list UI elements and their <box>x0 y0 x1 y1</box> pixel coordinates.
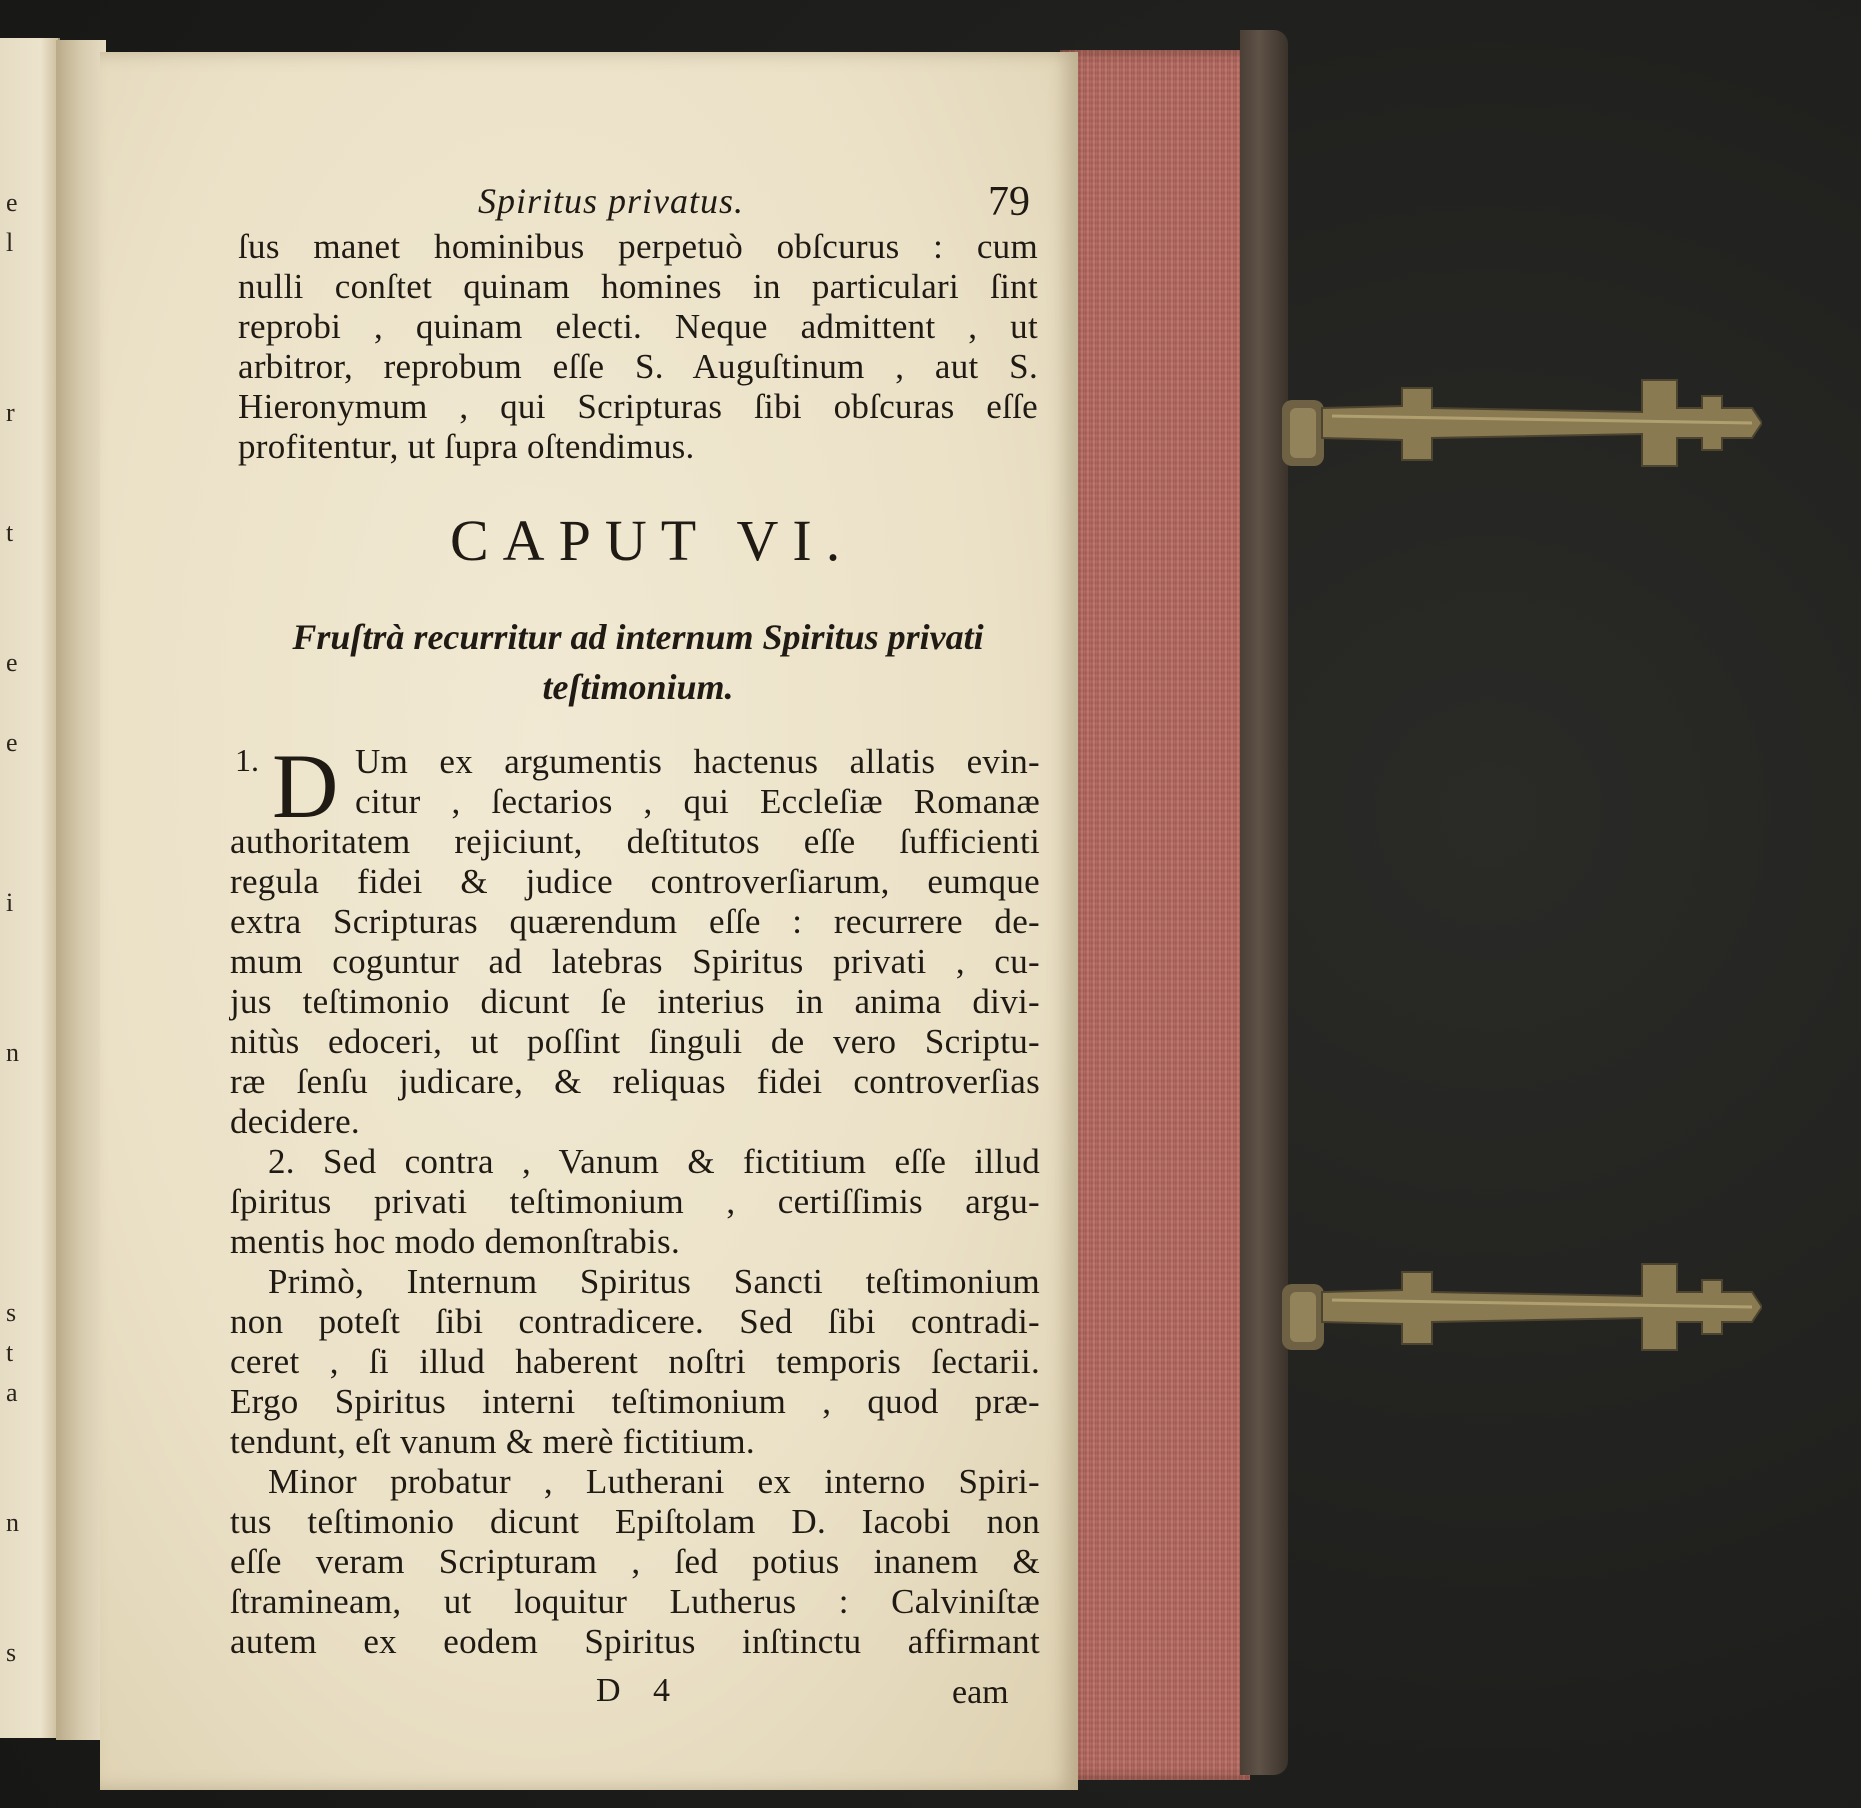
chapter-subtitle-line: teſtimonium. <box>542 667 734 707</box>
text-line: tendunt, eſt vanum & merè fictitium. <box>230 1422 755 1461</box>
text-line: ſtramineam, ut loquitur Lutherus : Calviniſtæ <box>230 1582 1040 1621</box>
left-page-letter: a <box>6 1378 18 1407</box>
lower-clasp <box>1282 1262 1762 1332</box>
text-line: extra Scripturas quærendum eſſe : recurrere de- <box>230 902 1040 941</box>
left-page-letter: t <box>6 518 14 547</box>
left-page-letter: r <box>6 398 15 427</box>
paragraph-number: 1. <box>235 742 259 778</box>
clasp-icon <box>1282 378 1762 488</box>
gutter-shadow <box>56 40 106 1740</box>
left-page-letter: n <box>6 1508 19 1537</box>
text-line: mum coguntur ad latebras Spiritus privati , cu- <box>230 942 1040 981</box>
text-line: profitentur, ut ſupra oſtendimus. <box>238 427 695 466</box>
text-line: autem ex eodem Spiritus inſtinctu affirmant <box>230 1622 1040 1661</box>
chapter-subtitle-line: Fruſtrà recurritur ad internum Spiritus privati <box>292 617 984 657</box>
text-line: non poteſt ſibi contradicere. Sed ſibi contradi- <box>230 1302 1040 1341</box>
text-line: Minor probatur , Lutherani ex interno Spiri- <box>268 1462 1040 1501</box>
text-line: Primò, Internum Spiritus Sancti teſtimonium <box>268 1262 1040 1301</box>
text-line: authoritatem rejiciunt, deſtitutos eſſe ſufficienti <box>230 822 1040 861</box>
chapter-heading: CAPUT VI. <box>450 508 855 573</box>
text-line: ſus manet hominibus perpetuò obſcurus : cum <box>238 227 1038 266</box>
text-line: Hieronymum , qui Scripturas ſibi obſcuras eſſe <box>238 387 1038 426</box>
text-line: jus teſtimonio dicunt ſe interius in anima divi- <box>230 982 1040 1021</box>
left-page-letter: s <box>6 1298 17 1327</box>
body-text-block <box>230 735 1040 1662</box>
left-page-letter: l <box>6 228 14 257</box>
catchword: eam <box>952 1674 1009 1711</box>
text-line: Ergo Spiritus interni teſtimonium , quod præ- <box>230 1382 1040 1421</box>
left-page-letter: n <box>6 1038 19 1067</box>
drop-cap: D <box>272 735 339 837</box>
page-fore-edge <box>1060 50 1250 1780</box>
text-line: ræ ſenſu judicare, & reliquas fidei controverſias <box>230 1062 1040 1101</box>
chapter-subtitle <box>268 612 1008 712</box>
left-page-letter: t <box>6 1338 14 1367</box>
text-line: eſſe veram Scripturam , ſed potius inanem & <box>230 1542 1040 1581</box>
top-text-block <box>238 227 1038 467</box>
text-line: ceret , ſi illud haberent noſtri temporis ſectarii. <box>230 1342 1040 1381</box>
text-line: regula fidei & judice controverſiarum, eumque <box>230 862 1040 901</box>
left-page-letter: e <box>6 648 18 677</box>
page-text <box>100 52 1078 1790</box>
signature-mark: D 4 <box>596 1672 683 1709</box>
text-line: Um ex argumentis hactenus allatis evin- <box>355 742 1040 781</box>
page-number: 79 <box>988 179 1030 225</box>
text-line: 2. Sed contra , Vanum & fictitium eſſe illud <box>268 1142 1040 1181</box>
text-line: nulli conſtet quinam homines in particulari ſint <box>238 267 1038 306</box>
text-line: tus teſtimonio dicunt Epiſtolam D. Iacobi non <box>230 1502 1040 1541</box>
text-line: mentis hoc modo demonſtrabis. <box>230 1222 681 1261</box>
text-line: arbitror, reprobum eſſe S. Auguſtinum , aut S. <box>238 347 1038 386</box>
book-cover-edge <box>1240 30 1288 1775</box>
text-line: citur , ſectarios , qui Eccleſiæ Romanæ <box>355 782 1040 821</box>
upper-clasp <box>1282 378 1762 448</box>
left-page-letter: s <box>6 1638 17 1667</box>
text-line: nitùs edoceri, ut poſſint ſinguli de vero Scriptu- <box>230 1022 1040 1061</box>
book-page <box>100 52 1078 1790</box>
text-line: ſpiritus privati teſtimonium , certiſſimis argu- <box>230 1182 1040 1221</box>
clasp-icon <box>1282 1262 1762 1372</box>
left-page-letter: i <box>6 888 14 917</box>
left-page-letter: e <box>6 728 18 757</box>
text-line: decidere. <box>230 1102 360 1141</box>
left-page-sliver <box>0 38 60 1738</box>
text-line: reprobi , quinam electi. Neque admittent , ut <box>238 307 1038 346</box>
left-page-letter: e <box>6 188 18 217</box>
running-head: Spiritus privatus. <box>478 181 745 221</box>
